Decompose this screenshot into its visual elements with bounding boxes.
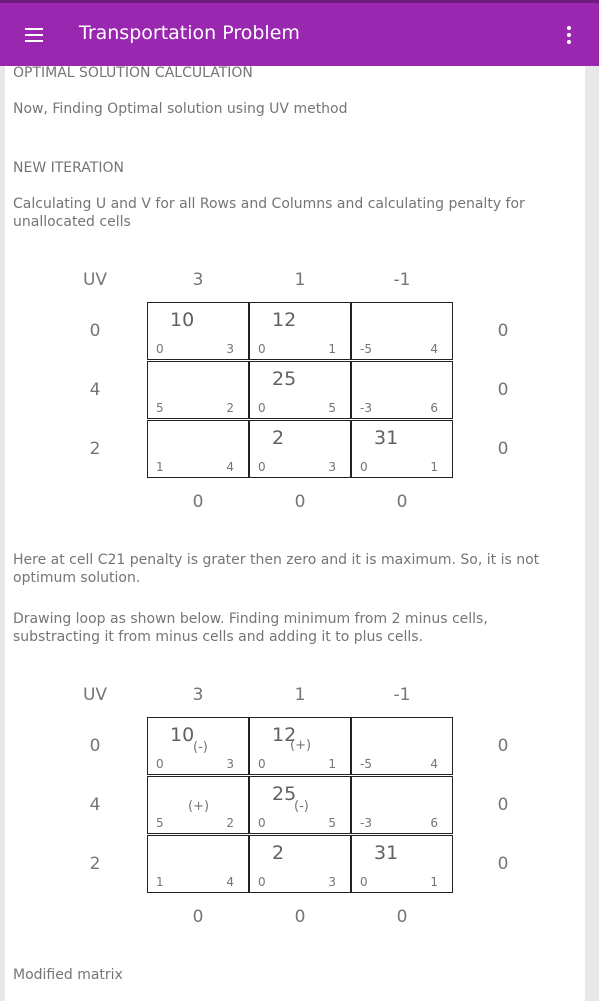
matrix-cell [351, 361, 453, 419]
cell-allocation: 31 [374, 427, 399, 449]
app-bar [0, 3, 599, 66]
row-total: 0 [497, 795, 509, 815]
cell-cost: 3 [226, 757, 234, 771]
col-total: 0 [294, 907, 306, 927]
more-vert-icon[interactable] [560, 21, 578, 49]
v-value: 3 [192, 270, 204, 290]
cell-uv-value: 0 [360, 875, 368, 889]
matrix-cell [351, 776, 453, 834]
cell-uv-value: -3 [360, 816, 372, 830]
cell-cost: 2 [226, 401, 234, 415]
col-total: 0 [396, 907, 408, 927]
v-value: 3 [192, 685, 204, 705]
cell-loop-sign: (+) [290, 738, 312, 753]
row-total: 0 [497, 736, 509, 756]
uv-label: UV [82, 270, 108, 290]
matrix-cell [249, 835, 351, 893]
cell-allocation: 31 [374, 842, 399, 864]
cell-loop-sign: (+) [188, 799, 210, 814]
matrix-cell [147, 302, 249, 360]
matrix-cell [249, 420, 351, 478]
cell-cost: 3 [328, 460, 336, 474]
cell-uv-value: 0 [258, 875, 266, 889]
matrix-cell [249, 302, 351, 360]
matrix-cell [249, 717, 351, 775]
col-total: 0 [192, 492, 204, 512]
u-value: 0 [89, 736, 101, 756]
cell-allocation: 12 [272, 309, 297, 331]
cell-uv-value: 0 [258, 342, 266, 356]
cell-uv-value: 5 [156, 816, 164, 830]
v-value: 1 [294, 270, 306, 290]
matrix-cell [351, 420, 453, 478]
uv-label: UV [82, 685, 108, 705]
cell-allocation: 2 [272, 842, 285, 864]
matrix-cell [147, 420, 249, 478]
v-value: 1 [294, 685, 306, 705]
col-total: 0 [192, 907, 204, 927]
cell-uv-value: -5 [360, 757, 372, 771]
cell-cost: 5 [328, 401, 336, 415]
row-total: 0 [497, 380, 509, 400]
cell-loop-sign: (-) [294, 799, 309, 814]
uv-matrix-1 [5, 266, 585, 526]
cell-allocation: 12 [272, 724, 297, 746]
cell-cost: 4 [226, 875, 234, 889]
v-value: -1 [393, 685, 411, 705]
loop-note: Drawing loop as shown below. Finding minimum from 2 minus cells, substracting it from minus cells and adding it to plus cells. [13, 611, 488, 645]
cell-allocation: 25 [272, 783, 297, 805]
row-total: 0 [497, 321, 509, 341]
v-value: -1 [393, 270, 411, 290]
cell-uv-value: -3 [360, 401, 372, 415]
cell-allocation: 2 [272, 427, 285, 449]
cell-uv-value: 0 [258, 460, 266, 474]
u-value: 4 [89, 795, 101, 815]
cell-uv-value: 0 [258, 757, 266, 771]
finding-text: Now, Finding Optimal solution using UV method [13, 101, 348, 117]
cell-cost: 5 [328, 816, 336, 830]
cell-cost: 2 [226, 816, 234, 830]
cell-cost: 3 [226, 342, 234, 356]
matrix-cell [351, 835, 453, 893]
cell-cost: 1 [328, 342, 336, 356]
cell-allocation: 25 [272, 368, 297, 390]
row-total: 0 [497, 439, 509, 459]
cell-cost: 6 [430, 401, 438, 415]
row-total: 0 [497, 854, 509, 874]
cell-cost: 1 [430, 875, 438, 889]
col-total: 0 [294, 492, 306, 512]
app-title: Transportation Problem [79, 22, 300, 44]
section-heading-optimal: OPTIMAL SOLUTION CALCULATION [13, 65, 253, 81]
matrix-cell [249, 361, 351, 419]
u-value: 2 [89, 854, 101, 874]
matrix-cell [351, 717, 453, 775]
u-value: 2 [89, 439, 101, 459]
cell-uv-value: 0 [360, 460, 368, 474]
new-iteration-heading: NEW ITERATION [13, 160, 124, 176]
cell-uv-value: 0 [258, 816, 266, 830]
cell-uv-value: 0 [258, 401, 266, 415]
u-value: 4 [89, 380, 101, 400]
hamburger-menu-icon[interactable] [22, 23, 46, 47]
cell-cost: 4 [430, 757, 438, 771]
cell-allocation: 10 [170, 724, 195, 746]
cell-uv-value: 1 [156, 460, 164, 474]
cell-cost: 4 [226, 460, 234, 474]
matrix-cell [147, 835, 249, 893]
col-total: 0 [396, 492, 408, 512]
cell-uv-value: 5 [156, 401, 164, 415]
cell-uv-value: 1 [156, 875, 164, 889]
calculating-text: Calculating U and V for all Rows and Columns and calculating penalty for unallocated cells [13, 196, 525, 230]
content-panel [5, 66, 585, 1001]
cell-allocation: 10 [170, 309, 195, 331]
cell-cost: 1 [328, 757, 336, 771]
cell-cost: 1 [430, 460, 438, 474]
modified-matrix-label: Modified matrix [13, 967, 123, 983]
matrix-cell [147, 776, 249, 834]
penalty-note: Here at cell C21 penalty is grater then zero and it is maximum. So, it is not optimum solution. [13, 552, 540, 586]
matrix-cell [351, 302, 453, 360]
uv-matrix-2 [5, 681, 585, 941]
cell-uv-value: 0 [156, 342, 164, 356]
u-value: 0 [89, 321, 101, 341]
cell-loop-sign: (-) [193, 740, 208, 755]
cell-cost: 6 [430, 816, 438, 830]
cell-cost: 4 [430, 342, 438, 356]
matrix-cell [249, 776, 351, 834]
matrix-cell [147, 361, 249, 419]
cell-uv-value: 0 [156, 757, 164, 771]
cell-uv-value: -5 [360, 342, 372, 356]
matrix-cell [147, 717, 249, 775]
cell-cost: 3 [328, 875, 336, 889]
